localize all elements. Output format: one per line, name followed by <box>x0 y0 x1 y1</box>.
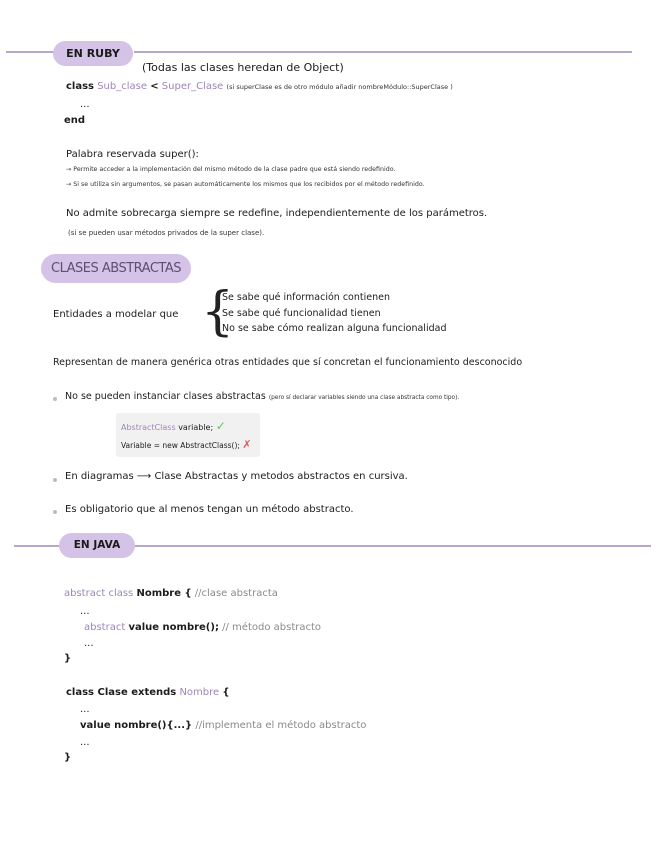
section-heading-ruby: EN RUBY <box>53 41 133 66</box>
no-instantiate-note: (pero sí declarar variables siendo una clase abstracta como tipo). <box>268 395 460 401</box>
superclass-module-note: (si superClase es de otro módulo añadir nombreMódulo::SuperClase ) <box>226 83 453 91</box>
section-heading-java: EN JAVA <box>59 533 135 558</box>
abstract-keyword: abstract <box>84 622 126 633</box>
instantiation-code: Variable = new AbstractClass(); <box>121 441 240 450</box>
java-line-4 <box>80 720 366 731</box>
represent-text: Representan de manera genérica otras entidades que sí concretan el funcionamiento desconocido <box>53 357 523 368</box>
java-line-2 <box>84 622 321 633</box>
java-line-1 <box>64 588 278 599</box>
abstract-class-type: AbstractClass <box>121 423 176 432</box>
open-brace: { <box>222 687 230 698</box>
check-icon: ✓ <box>215 419 226 433</box>
section-heading-abstract: CLASES ABSTRACTAS <box>41 254 191 283</box>
java-dots-3: ... <box>80 704 90 715</box>
concrete-class-declaration: class Clase extends <box>66 687 177 698</box>
ruby-dots: ... <box>80 99 90 110</box>
no-instantiate-text: No se pueden instanciar clases abstractas <box>65 391 266 402</box>
section-rule-ruby-left <box>6 51 54 53</box>
subclass-name: Sub_clase <box>97 81 148 92</box>
bullet-3 <box>53 510 57 514</box>
abstract-class-keyword: abstract class <box>64 588 134 599</box>
code-example-line-1 <box>121 419 226 433</box>
java-dots-1: ... <box>80 606 90 617</box>
brace-symbol: { <box>201 282 235 342</box>
variable-declaration: variable; <box>178 423 214 432</box>
implemented-method: value nombre(){...} <box>80 720 193 731</box>
brace-item-1: Se sabe qué información contienen <box>222 292 390 303</box>
ruby-object-note: (Todas las clases heredan de Object) <box>142 61 344 74</box>
super-point-1: → Permite acceder a la implementación del mismo método de la clase padre que está siendo redefinido. <box>66 166 396 173</box>
ruby-end: end <box>64 115 86 126</box>
java-dots-2: ... <box>84 638 94 649</box>
section-rule-java-right <box>135 545 651 547</box>
code-example-line-2 <box>121 438 252 451</box>
bullet-2-text: En diagramas ⟶ Clase Abstractas y metodos abstractos en cursiva. <box>65 471 408 482</box>
cross-icon: ✗ <box>242 438 252 451</box>
super-point-2: → Si se utiliza sin argumentos, se pasan automáticamente los mismos que los recibidos por el método redefinido. <box>66 181 425 188</box>
overload-rule: No admite sobrecarga siempre se redefine, independientemente de los parámetros. <box>66 208 488 219</box>
overload-note: (si se pueden usar métodos privados de la super clase). <box>68 229 265 237</box>
java-line-3 <box>66 687 229 698</box>
class-name-nombre: Nombre { <box>136 588 192 599</box>
comment-abstract-class: //clase abstracta <box>194 588 278 599</box>
section-rule-java-left <box>14 545 60 547</box>
abstract-method-signature: value nombre(); <box>128 622 219 633</box>
super-title: Palabra reservada super(): <box>66 149 199 160</box>
bullet-1-text <box>65 391 459 402</box>
class-keyword: class <box>66 81 95 92</box>
section-rule-ruby-right <box>134 51 632 53</box>
bullet-1 <box>53 397 57 401</box>
brace-item-2: Se sabe qué funcionalidad tienen <box>222 308 381 319</box>
comment-implements-method: //implementa el método abstracto <box>195 720 367 731</box>
extended-class-name: Nombre <box>179 687 220 698</box>
entities-label: Entidades a modelar que <box>53 309 179 320</box>
comment-abstract-method: // método abstracto <box>222 622 322 633</box>
superclass-name: Super_Clase <box>161 81 224 92</box>
bullet-3-text: Es obligatorio que al menos tengan un método abstracto. <box>65 504 354 515</box>
inherits-symbol: < <box>150 81 159 92</box>
java-dots-4: ... <box>80 737 90 748</box>
bullet-2 <box>53 478 57 482</box>
brace-item-3: No se sabe cómo realizan alguna funcionalidad <box>222 323 447 334</box>
java-close-2: } <box>64 752 72 763</box>
ruby-class-line <box>66 81 453 92</box>
java-close-1: } <box>64 653 72 664</box>
